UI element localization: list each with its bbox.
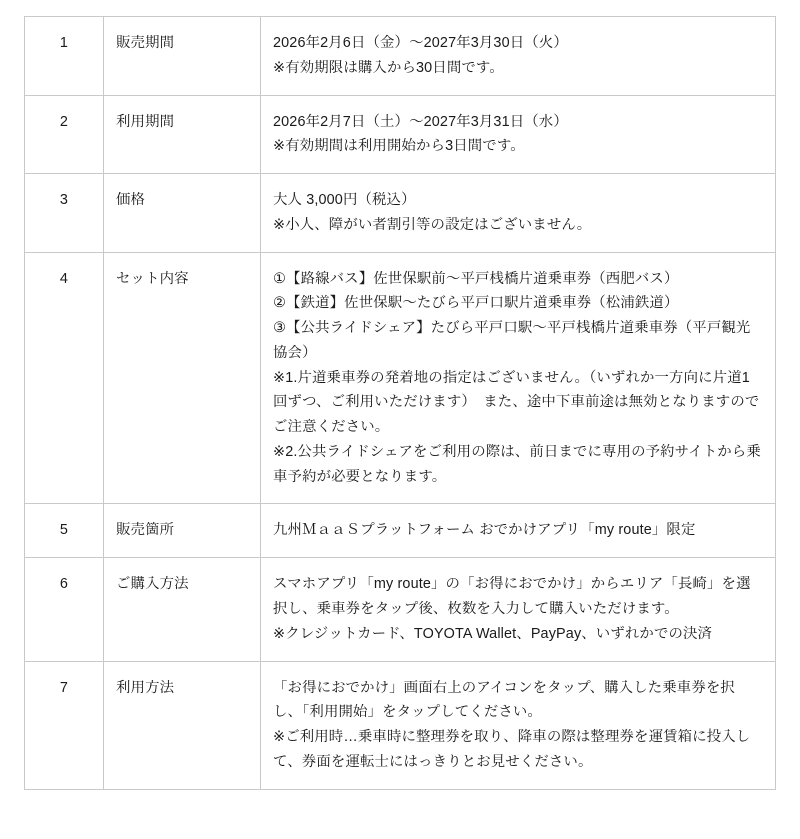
table-row: [25, 174, 776, 253]
row-content: [261, 558, 776, 661]
table-row: [25, 95, 776, 174]
content-line: ※ご利用時…乗車時に整理券を取り、降車の際は整理券を運賃箱に投入して、券面を運転士にはっきりとお見せください。: [273, 729, 751, 770]
row-content: [261, 174, 776, 253]
content-line: ※有効期限は購入から30日間です。: [273, 59, 504, 76]
content-line: 2026年2月6日（金）〜2027年3月30日（火）: [273, 35, 568, 51]
ticket-spec-table: [24, 16, 776, 790]
row-content: [261, 17, 776, 96]
row-label: 利用方法: [104, 661, 261, 789]
row-content: [261, 95, 776, 174]
table-row: [25, 558, 776, 661]
table-row: [25, 504, 776, 558]
content-line: ※1.片道乗車券の発着地の指定はございません。（いずれか一方向に片道1回ずつ、ご利用いただけます） また、途中下車前途は無効となりますのでご注意ください。: [273, 369, 760, 436]
table-row: [25, 17, 776, 96]
table-body: [25, 17, 776, 790]
content-line: 「お得におでかけ」画面右上のアイコンをタップ、購入した乗車券を択し、「利用開始」をタップしてください。: [273, 679, 735, 721]
row-content: [261, 504, 776, 558]
row-number: 2: [25, 95, 104, 174]
row-label: 価格: [104, 174, 261, 253]
row-label: セット内容: [104, 252, 261, 504]
table-row: [25, 661, 776, 789]
content-line: ※有効期間は利用開始から3日間です。: [273, 138, 525, 155]
content-line: 大人 3,000円（税込）: [273, 192, 416, 209]
row-number: 4: [25, 252, 104, 504]
content-line: スマホアプリ「my route」の「お得におでかけ」からエリア「長崎」を選択し、乗車券をタップ後、枚数を入力して購入いただけます。: [273, 576, 751, 618]
table-row: [25, 252, 776, 504]
row-content: [261, 661, 776, 789]
row-label: ご購入方法: [104, 558, 261, 661]
row-number: 7: [25, 661, 104, 789]
content-line: ※小人、障がい者割引等の設定はございません。: [273, 216, 592, 233]
row-number: 1: [25, 17, 104, 96]
content-line: ①【路線バス】佐世保駅前〜平戸桟橋片道乗車券（西肥バス）: [273, 270, 679, 287]
row-number: 5: [25, 504, 104, 558]
row-content: [261, 252, 776, 504]
row-number: 3: [25, 174, 104, 253]
row-label: 販売期間: [104, 17, 261, 96]
content-line: 九州ＭａａＳプラットフォーム おでかけアプリ「my route」限定: [273, 522, 696, 539]
content-line: 2026年2月7日（土）〜2027年3月31日（水）: [273, 113, 568, 130]
row-number: 6: [25, 558, 104, 661]
content-line: ※クレジットカード、TOYOTA Wallet、PayPay、いずれかでの決済: [273, 625, 713, 642]
row-label: 販売箇所: [104, 504, 261, 558]
row-label: 利用期間: [104, 95, 261, 174]
content-line: ③【公共ライドシェア】たびら平戸口駅〜平戸桟橋片道乗車券（平戸観光協会）: [273, 320, 751, 361]
content-line: ②【鉄道】佐世保駅〜たびら平戸口駅片道乗車券（松浦鉄道）: [273, 295, 679, 312]
content-line: ※2.公共ライドシェアをご利用の際は、前日までに専用の予約サイトから乗車予約が必要となります。: [273, 443, 761, 485]
